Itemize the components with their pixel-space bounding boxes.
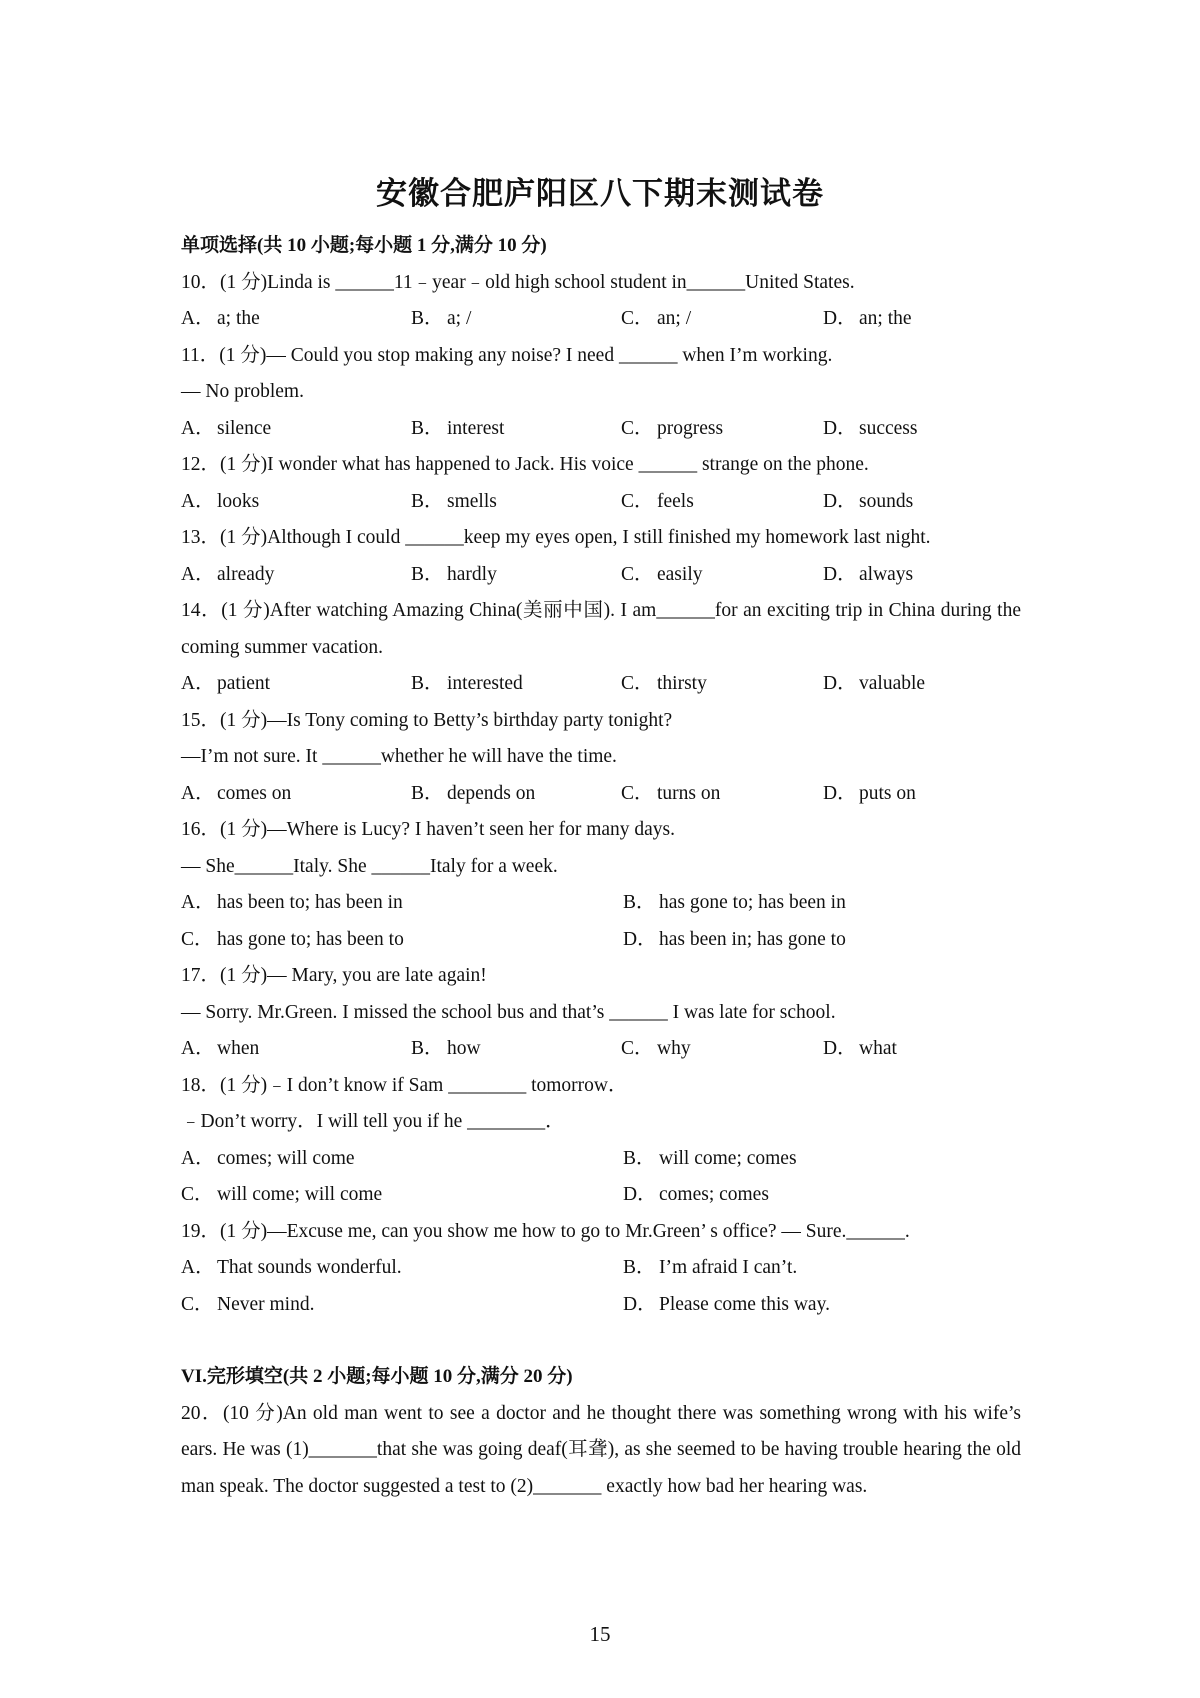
option-letter: D． [823, 782, 857, 804]
option-letter: C． [621, 308, 654, 329]
question-stem: 15．(1 分)—Is Tony coming to Betty’s birthday party tonight? [181, 709, 673, 731]
option-text: comes on [217, 782, 292, 804]
option-text: I’m afraid I can’t. [659, 1257, 798, 1278]
option-letter: B． [411, 490, 444, 512]
option-text: That sounds wonderful. [217, 1257, 402, 1278]
section-gap [181, 1323, 1021, 1359]
question-stem: 11．(1 分)— Could you stop making any noise? I need ______ when I’m working. [181, 344, 833, 366]
option-text: will come; will come [217, 1184, 383, 1205]
option-text: what [859, 1038, 897, 1059]
option-text: will come; comes [659, 1147, 797, 1169]
answer-option [621, 776, 823, 813]
option-text: a; the [217, 308, 260, 329]
option-text: has been to; has been in [217, 892, 403, 913]
section-heading-cloze: VI.完形填空(共 2 小题;每小题 10 分,满分 20 分) [181, 1366, 573, 1387]
answer-option [621, 1031, 823, 1068]
question-stem: 17．(1 分)— Mary, you are late again! [181, 965, 487, 986]
option-text: feels [657, 490, 694, 512]
answer-option [181, 1177, 623, 1214]
option-text: has gone to; has been to [217, 928, 404, 950]
option-letter: D． [623, 928, 657, 950]
answer-option [623, 1141, 797, 1178]
answer-options-row [181, 885, 1021, 922]
question-stem: 14．(1 分)After watching Amazing China(美丽中国). I am______for an exciting trip in China during the coming summer vacation. [181, 600, 1021, 658]
question-stem: 19．(1 分)—Excuse me, can you show me how to go to Mr.Green’ s office? — Sure.______. [181, 1220, 910, 1242]
answer-option [621, 301, 823, 338]
option-letter: C． [621, 1038, 654, 1059]
question-dialogue-line: — She______Italy. She ______Italy for a week. [181, 855, 558, 877]
option-text: already [217, 563, 275, 585]
option-text: progress [657, 417, 724, 439]
answer-option [623, 885, 846, 922]
option-letter: A． [181, 417, 215, 439]
option-letter: D． [623, 1184, 657, 1205]
answer-option [181, 484, 411, 521]
option-letter: A． [181, 1038, 215, 1059]
option-letter: D． [823, 308, 857, 329]
answer-option [181, 557, 411, 594]
answer-options-row [181, 301, 1021, 338]
page-number: 15 [589, 1622, 611, 1646]
option-text: depends on [447, 782, 536, 804]
answer-options-row [181, 666, 1021, 703]
question-dialogue-line: — No problem. [181, 381, 304, 402]
question-dialogue-line: — Sorry. Mr.Green. I missed the school bus and that’s ______ I was late for school. [181, 1001, 836, 1023]
option-letter: A． [181, 782, 215, 804]
answer-options-row [181, 1031, 1021, 1068]
option-letter: B． [623, 1257, 656, 1278]
answer-option [411, 484, 621, 521]
option-text: looks [217, 490, 260, 512]
answer-options-row [181, 1177, 1021, 1214]
answer-option [411, 301, 621, 338]
option-text: has been in; has gone to [659, 928, 846, 950]
question-block [181, 265, 1021, 338]
option-letter: C． [621, 563, 654, 585]
question-stem: 12．(1 分)I wonder what has happened to Jack. His voice ______ strange on the phone. [181, 454, 869, 475]
option-text: sounds [859, 490, 914, 512]
question-block [181, 1214, 1021, 1324]
question-block [181, 703, 1021, 813]
cloze-passage: 20．(10 分)An old man went to see a doctor and he thought there was something wrong with his wife’s ears. He was (1)_______that she was going deaf(耳聋), as she seemed to be having trouble hearing the old man speak. The doctor suggested a test to (2)_______ exactly how bad her hearing was. [181, 1402, 1021, 1497]
option-letter: A． [181, 1147, 215, 1169]
answer-option [623, 1287, 830, 1324]
option-text: thirsty [657, 673, 707, 694]
question-dialogue-line: —I’m not sure. It ______whether he will have the time. [181, 746, 617, 767]
option-letter: C． [621, 417, 654, 439]
answer-option [621, 666, 823, 703]
question-stem: 18．(1 分)﹣I don’t know if Sam ________ tomorrow． [181, 1074, 628, 1096]
exam-content [181, 228, 1021, 1505]
answer-option [623, 922, 846, 959]
option-letter: C． [181, 928, 214, 950]
answer-options-row [181, 776, 1021, 813]
option-letter: A． [181, 563, 215, 585]
option-letter: D． [623, 1293, 657, 1315]
answer-option [411, 557, 621, 594]
option-letter: D． [823, 1038, 857, 1059]
option-letter: C． [181, 1293, 214, 1315]
option-letter: B． [411, 1038, 444, 1059]
option-text: Never mind. [217, 1293, 315, 1315]
option-letter: B． [623, 1147, 656, 1169]
answer-option [623, 1250, 797, 1287]
option-text: comes; will come [217, 1147, 355, 1169]
answer-option [621, 411, 823, 448]
option-letter: A． [181, 673, 215, 694]
answer-option [181, 1141, 623, 1178]
answer-option [181, 1287, 623, 1324]
option-text: always [859, 563, 914, 585]
option-letter: B． [411, 782, 444, 804]
option-letter: B． [411, 563, 444, 585]
question-block [181, 812, 1021, 958]
option-letter: D． [823, 490, 857, 512]
option-letter: B． [411, 417, 444, 439]
question-stem: 10．(1 分)Linda is ______11﹣year﹣old high school student in______United States. [181, 271, 855, 293]
answer-options-row [181, 922, 1021, 959]
option-text: why [657, 1038, 691, 1059]
question-block [181, 520, 1021, 593]
answer-option [621, 484, 823, 521]
answer-options-row [181, 484, 1021, 521]
option-letter: A． [181, 1257, 215, 1278]
option-text: easily [657, 563, 703, 585]
option-letter: C． [621, 673, 654, 694]
answer-option [621, 557, 823, 594]
option-letter: A． [181, 892, 215, 913]
question-dialogue-line: ﹣Don’t worry．I will tell you if he ________． [181, 1111, 565, 1132]
answer-option [823, 1031, 897, 1068]
option-letter: B． [411, 673, 444, 694]
option-letter: C． [181, 1184, 214, 1205]
option-text: interest [447, 417, 505, 439]
option-letter: C． [621, 490, 654, 512]
answer-option [823, 484, 913, 521]
answer-option [823, 411, 917, 448]
answer-options-row [181, 557, 1021, 594]
option-text: patient [217, 673, 271, 694]
option-text: hardly [447, 563, 497, 585]
option-text: a; / [447, 308, 472, 329]
answer-option [181, 1250, 623, 1287]
option-text: silence [217, 417, 272, 439]
answer-option [623, 1177, 769, 1214]
option-text: an; / [657, 308, 692, 329]
answer-option [181, 1031, 411, 1068]
option-text: smells [447, 490, 497, 512]
question-stem: 16．(1 分)—Where is Lucy? I haven’t seen her for many days. [181, 819, 676, 840]
option-text: valuable [859, 673, 926, 694]
option-text: Please come this way. [659, 1293, 830, 1315]
option-letter: B． [411, 308, 444, 329]
option-text: interested [447, 673, 523, 694]
option-letter: A． [181, 490, 215, 512]
answer-option [823, 301, 912, 338]
option-text: turns on [657, 782, 721, 804]
option-text: an; the [859, 308, 912, 329]
answer-option [823, 557, 913, 594]
answer-options-row [181, 1250, 1021, 1287]
question-stem: 13．(1 分)Although I could ______keep my eyes open, I still finished my homework last night. [181, 527, 931, 548]
answer-option [411, 411, 621, 448]
option-text: has gone to; has been in [659, 892, 846, 913]
answer-option [411, 666, 621, 703]
question-list [181, 265, 1021, 1324]
answer-option [181, 885, 623, 922]
answer-option [411, 776, 621, 813]
option-letter: A． [181, 308, 215, 329]
option-text: how [447, 1038, 481, 1059]
answer-option [823, 776, 916, 813]
answer-option [181, 666, 411, 703]
option-letter: D． [823, 563, 857, 585]
answer-options-row [181, 1287, 1021, 1324]
question-block [181, 338, 1021, 448]
page-title: 安徽合肥庐阳区八下期末测试卷 [376, 176, 824, 212]
question-block [181, 447, 1021, 520]
option-text: when [217, 1038, 260, 1059]
answer-option [181, 922, 623, 959]
question-block [181, 958, 1021, 1068]
option-letter: C． [621, 782, 654, 804]
answer-option [181, 411, 411, 448]
answer-options-row [181, 411, 1021, 448]
answer-option [181, 301, 411, 338]
option-letter: D． [823, 673, 857, 694]
section-heading-single-choice: 单项选择(共 10 小题;每小题 1 分,满分 10 分) [181, 235, 547, 256]
option-text: success [859, 417, 918, 439]
option-text: puts on [859, 782, 916, 804]
answer-option [181, 776, 411, 813]
option-letter: B． [623, 892, 656, 913]
option-letter: D． [823, 417, 857, 439]
question-block [181, 593, 1021, 703]
answer-options-row [181, 1141, 1021, 1178]
answer-option [411, 1031, 621, 1068]
option-text: comes; comes [659, 1184, 769, 1205]
question-block [181, 1068, 1021, 1214]
answer-option [823, 666, 925, 703]
